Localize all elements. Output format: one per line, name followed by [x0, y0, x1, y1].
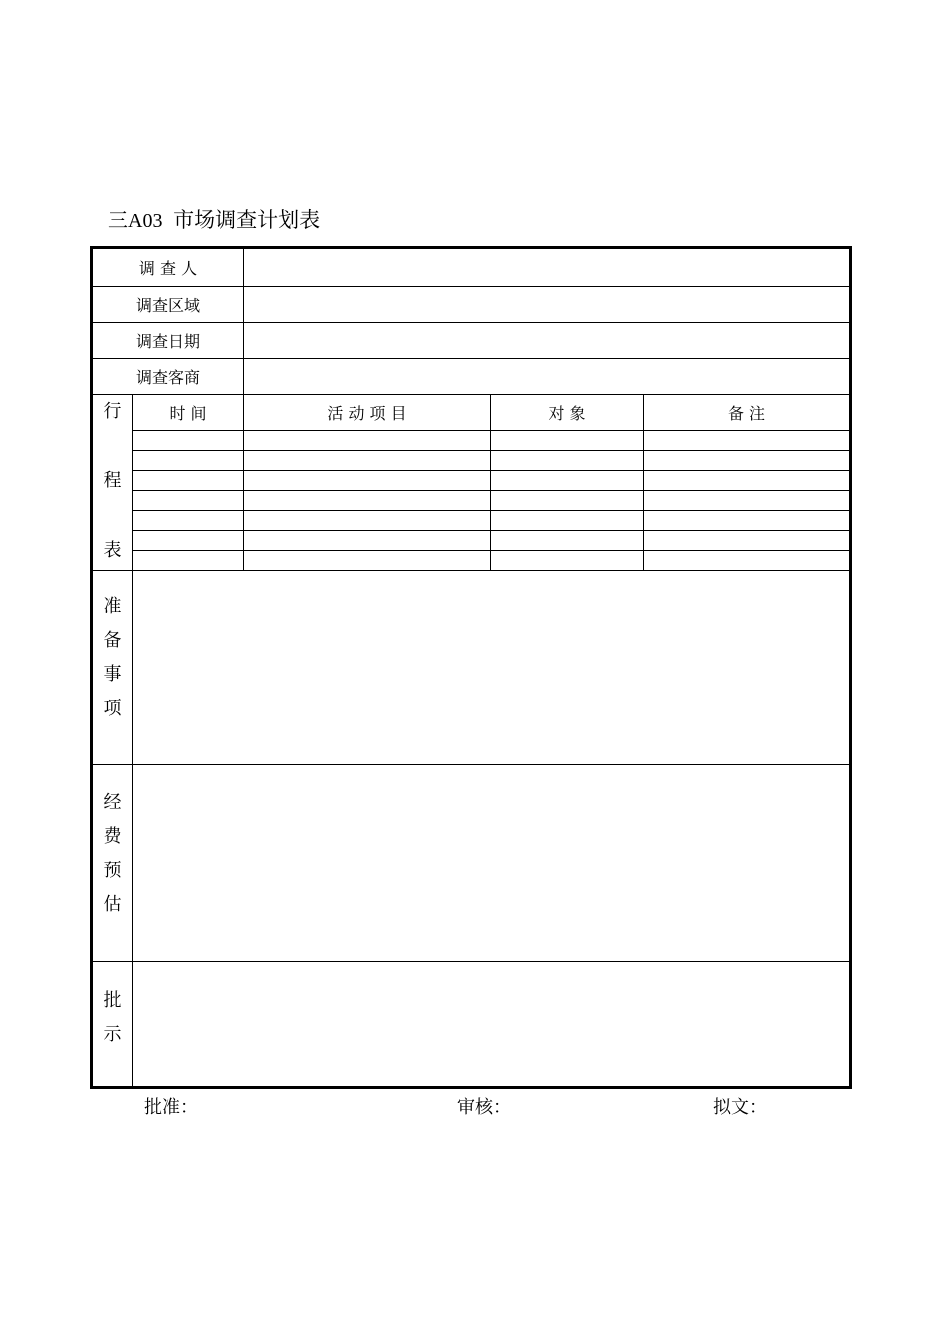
budget-content[interactable]	[133, 765, 849, 961]
footer-approve-label: 批准：	[144, 1097, 198, 1118]
itinerary-cell-activity[interactable]	[244, 451, 490, 470]
row-divider	[93, 961, 849, 962]
row-divider	[93, 286, 849, 287]
itinerary-cell-time[interactable]	[133, 431, 243, 450]
itinerary-cell-activity[interactable]	[244, 511, 490, 530]
itinerary-cell-activity[interactable]	[244, 531, 490, 550]
column-divider	[132, 395, 133, 1086]
survey-area-field[interactable]	[244, 287, 849, 322]
row-divider	[93, 570, 849, 571]
preparation-content[interactable]	[133, 571, 849, 764]
label-survey-client: 调查客商	[135, 368, 200, 387]
itinerary-cell-target[interactable]	[491, 491, 643, 510]
preparation-label-char-1: 准	[103, 596, 122, 617]
itinerary-cell-remarks[interactable]	[644, 511, 849, 530]
itinerary-cell-target[interactable]	[491, 511, 643, 530]
budget-label-char-3: 预	[103, 860, 122, 881]
itinerary-cell-remarks[interactable]	[644, 491, 849, 510]
itinerary-cell-time[interactable]	[133, 511, 243, 530]
column-divider	[243, 395, 244, 570]
plan-form-table	[90, 246, 852, 1089]
itinerary-cell-time[interactable]	[133, 551, 243, 570]
itinerary-label-char-1: 行	[103, 401, 122, 422]
row-divider	[133, 490, 849, 491]
row-divider	[93, 322, 849, 323]
column-divider	[643, 395, 644, 570]
itinerary-cell-target[interactable]	[491, 451, 643, 470]
header-activity: 活 动 项 目	[327, 404, 407, 423]
preparation-label-char-2: 备	[103, 630, 122, 651]
investigator-field[interactable]	[244, 249, 849, 286]
row-divider	[133, 550, 849, 551]
form-code: 三A03	[108, 210, 163, 232]
label-survey-date: 调查日期	[135, 332, 200, 351]
survey-date-field[interactable]	[244, 323, 849, 358]
itinerary-label-char-3: 表	[103, 540, 122, 561]
itinerary-cell-time[interactable]	[133, 531, 243, 550]
label-survey-area: 调查区域	[135, 296, 200, 315]
row-divider	[133, 510, 849, 511]
row-divider	[93, 358, 849, 359]
approval-label-char-2: 示	[103, 1024, 122, 1045]
row-divider	[133, 530, 849, 531]
row-divider	[133, 430, 849, 431]
budget-label-char-2: 费	[103, 826, 122, 847]
itinerary-cell-remarks[interactable]	[644, 451, 849, 470]
row-divider	[133, 450, 849, 451]
itinerary-cell-activity[interactable]	[244, 471, 490, 490]
row-divider	[133, 470, 849, 471]
itinerary-cell-remarks[interactable]	[644, 431, 849, 450]
survey-client-field[interactable]	[244, 359, 849, 394]
itinerary-cell-remarks[interactable]	[644, 531, 849, 550]
form-title: 市场调查计划表	[173, 208, 321, 232]
itinerary-cell-activity[interactable]	[244, 551, 490, 570]
itinerary-label-char-2: 程	[103, 470, 122, 491]
itinerary-cell-time[interactable]	[133, 451, 243, 470]
row-divider	[93, 394, 849, 395]
itinerary-cell-target[interactable]	[491, 471, 643, 490]
preparation-label-char-3: 事	[103, 664, 122, 685]
itinerary-cell-target[interactable]	[491, 431, 643, 450]
footer-review-label: 审核：	[457, 1097, 511, 1118]
label-investigator: 调 查 人	[138, 259, 198, 278]
header-target: 对 象	[548, 404, 586, 423]
itinerary-cell-activity[interactable]	[244, 491, 490, 510]
itinerary-cell-remarks[interactable]	[644, 471, 849, 490]
column-divider	[490, 395, 491, 570]
column-divider	[243, 249, 244, 394]
header-time: 时 间	[169, 404, 207, 423]
footer-draft-label: 拟文：	[713, 1097, 767, 1118]
itinerary-cell-target[interactable]	[491, 551, 643, 570]
approval-label-char-1: 批	[103, 990, 122, 1011]
budget-label-char-4: 估	[103, 894, 122, 915]
row-divider	[93, 764, 849, 765]
itinerary-cell-target[interactable]	[491, 531, 643, 550]
itinerary-cell-activity[interactable]	[244, 431, 490, 450]
itinerary-cell-time[interactable]	[133, 471, 243, 490]
itinerary-cell-time[interactable]	[133, 491, 243, 510]
preparation-label-char-4: 项	[103, 698, 122, 719]
page-title	[108, 205, 320, 236]
approval-content[interactable]	[133, 962, 849, 1086]
budget-label-char-1: 经	[103, 792, 122, 813]
header-remarks: 备 注	[727, 404, 766, 423]
itinerary-cell-remarks[interactable]	[644, 551, 849, 570]
